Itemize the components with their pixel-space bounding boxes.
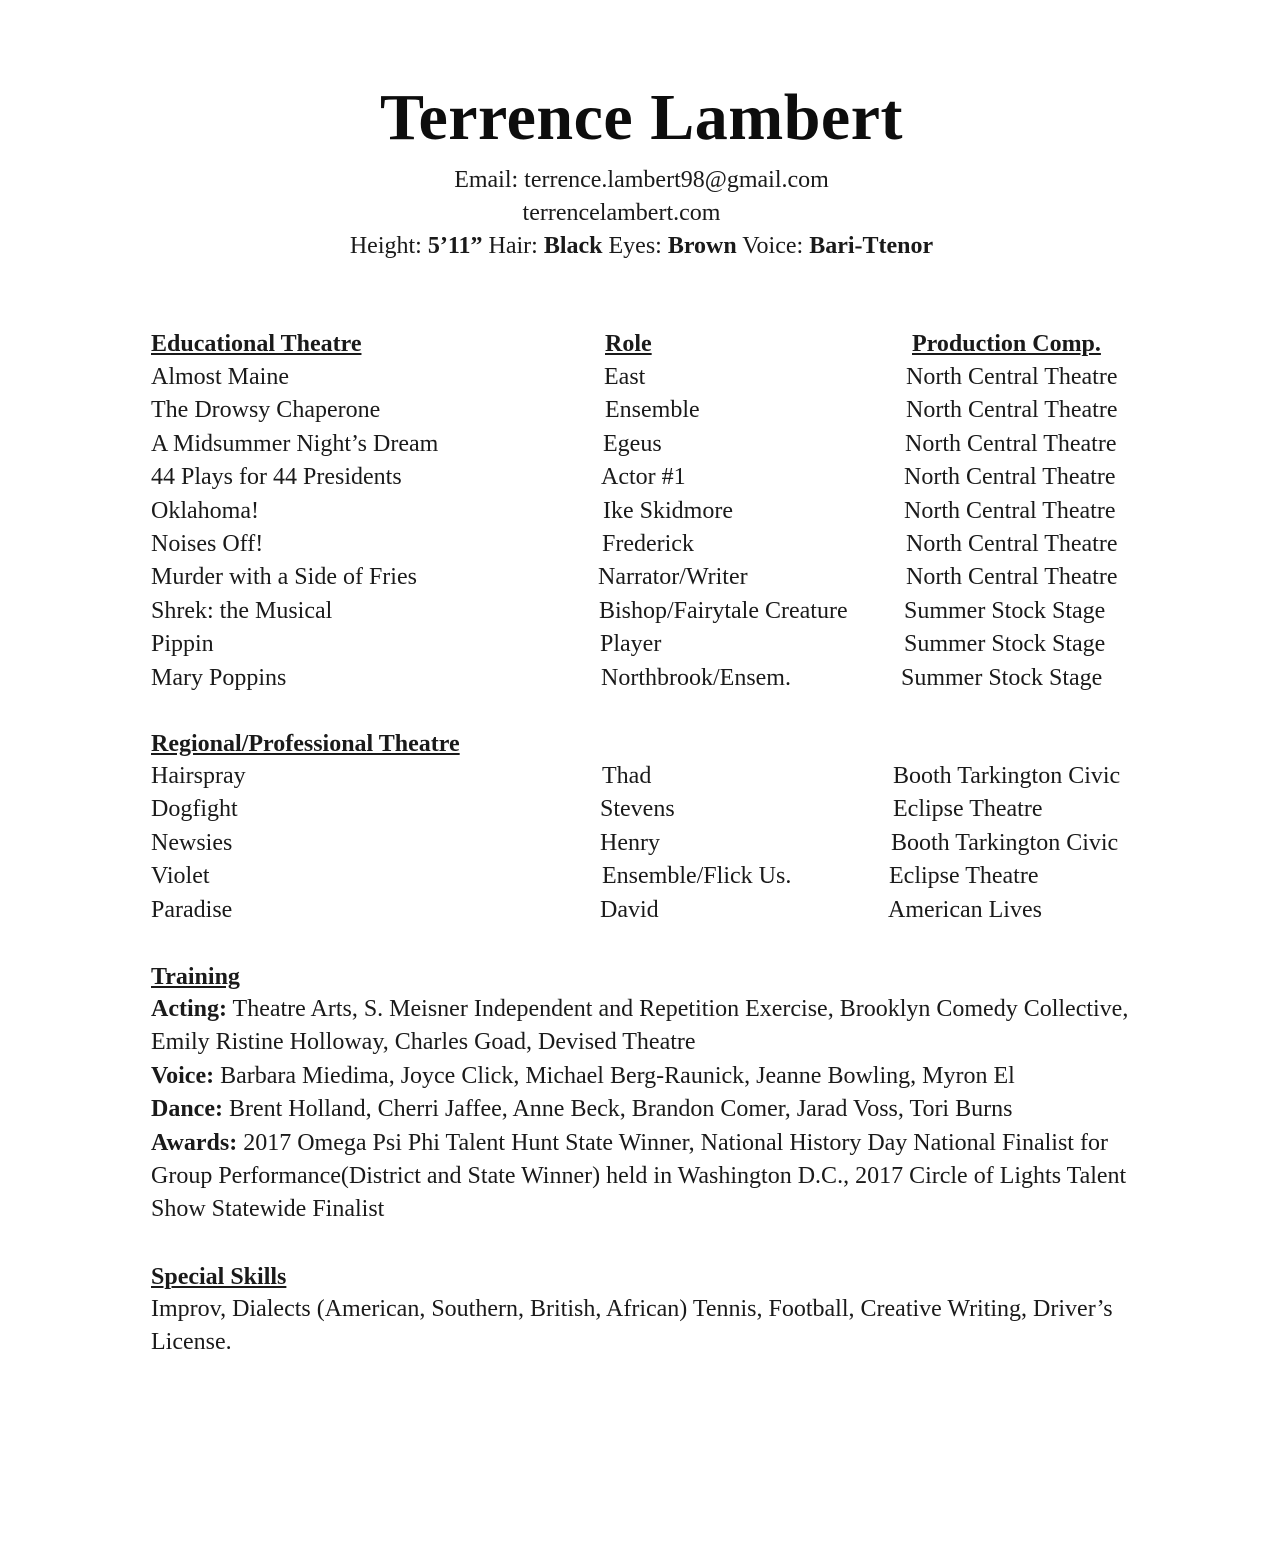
company-name: North Central Theatre (906, 364, 1118, 390)
training-dance (151, 1093, 1136, 1126)
show-title: Noises Off! (151, 530, 264, 557)
role-name: Ensemble (605, 397, 700, 424)
company-name: North Central Theatre (904, 497, 1116, 524)
role-name: Ike Skidmore (603, 497, 733, 524)
dance-label: Dance: (151, 1096, 223, 1123)
table-row (151, 894, 1141, 927)
acting-label: Acting: (151, 996, 227, 1022)
table-row (151, 461, 1141, 494)
professional-theatre-section (151, 728, 1141, 927)
table-row (151, 361, 1141, 394)
website-line (0, 198, 1283, 228)
show-title: Murder with a Side of Fries (151, 564, 417, 591)
company-name: North Central Theatre (906, 530, 1118, 557)
table-row (151, 760, 1141, 793)
special-skills-section (151, 1261, 1141, 1360)
company-name: Booth Tarkington Civic (891, 829, 1119, 856)
role-name: Narrator/Writer (598, 564, 748, 591)
voice-training-label: Voice: (151, 1062, 215, 1089)
table-row (151, 793, 1141, 826)
show-title: Almost Maine (151, 364, 289, 390)
awards-text: 2017 Omega Psi Phi Talent Hunt State Winner, National History Day National Finalist for Group Performance(District and State Winner) held in Washington D.C., 2017 Circle of Lights Talent Show Statewide Finalist (151, 1129, 1127, 1223)
show-title: Oklahoma! (151, 497, 259, 524)
voice-value: Bari-Ttenor (809, 233, 934, 259)
role-name: Frederick (602, 530, 694, 557)
professional-theatre-heading: Regional/Professional Theatre (151, 731, 460, 757)
show-title: Paradise (151, 896, 233, 923)
table-row (151, 428, 1141, 461)
role-name: Player (600, 631, 662, 658)
role-name: David (600, 896, 659, 923)
eyes-label: Eyes: (602, 233, 668, 259)
role-name: Henry (600, 829, 660, 856)
physical-stats-line (0, 231, 1283, 261)
show-title: The Drowsy Chaperone (151, 397, 381, 424)
company-name: North Central Theatre (905, 430, 1117, 457)
company-name: Summer Stock Stage (904, 597, 1106, 624)
table-row (151, 860, 1141, 893)
table-row (151, 528, 1141, 561)
voice-training-text: Barbara Miedima, Joyce Click, Michael Berg-Raunick, Jeanne Bowling, Myron El (214, 1062, 1015, 1089)
table-row (151, 628, 1141, 661)
show-title: A Midsummer Night’s Dream (151, 430, 439, 457)
eyes-value: Brown (667, 233, 737, 259)
company-name: North Central Theatre (904, 464, 1116, 491)
role-name: Ensemble/Flick Us. (602, 863, 792, 890)
role-heading: Role (605, 331, 652, 357)
email-label: Email: (454, 167, 525, 193)
show-title: 44 Plays for 44 Presidents (151, 464, 402, 491)
training-section (151, 961, 1141, 1227)
height-label: Height: (349, 233, 428, 259)
table-row (151, 495, 1141, 528)
role-name: Bishop/Fairytale Creature (599, 597, 848, 624)
show-title: Mary Poppins (151, 664, 287, 691)
training-voice (151, 1060, 1136, 1093)
company-name: Booth Tarkington Civic (893, 763, 1121, 789)
hair-value: Black (543, 233, 603, 259)
special-skills-heading: Special Skills (151, 1264, 287, 1290)
training-heading: Training (151, 964, 240, 990)
role-name: Thad (602, 763, 652, 789)
special-skills-text: Improv, Dialects (American, Southern, British, African) Tennis, Football, Creative Writing, Driver’s License. (151, 1296, 1113, 1356)
dance-text: Brent Holland, Cherri Jaffee, Anne Beck, Brandon Comer, Jarad Voss, Tori Burns (222, 1096, 1013, 1123)
company-name: Summer Stock Stage (904, 631, 1106, 658)
email-address: terrence.lambert98@gmail.com (524, 167, 829, 193)
role-name: Stevens (600, 796, 675, 823)
role-name: Egeus (603, 430, 662, 457)
company-name: Eclipse Theatre (889, 863, 1039, 890)
company-name: North Central Theatre (906, 397, 1118, 424)
hair-label: Hair: (482, 233, 544, 259)
role-name: Northbrook/Ensem. (601, 664, 791, 691)
show-title: Hairspray (151, 763, 246, 789)
show-title: Shrek: the Musical (151, 597, 333, 624)
height-value: 5’11” (427, 233, 483, 259)
table-row (151, 595, 1141, 628)
company-name: Summer Stock Stage (901, 664, 1103, 691)
resume-name: Terrence Lambert (379, 81, 903, 154)
educational-theatre-heading: Educational Theatre (151, 331, 362, 357)
acting-text: Theatre Arts, S. Meisner Independent and Repetition Exercise, Brooklyn Comedy Collective, Emily Ristine Holloway, Charles Goad, Devised Theatre (151, 996, 1129, 1056)
show-title: Newsies (151, 829, 233, 856)
role-name: Actor #1 (601, 464, 686, 491)
company-name: American Lives (888, 896, 1042, 923)
table-row (151, 394, 1141, 427)
show-title: Violet (151, 863, 210, 890)
website-text: terrencelambert.com (522, 200, 721, 226)
table-row (151, 662, 1141, 695)
show-title: Pippin (151, 631, 214, 658)
training-acting (151, 993, 1136, 1060)
educational-theatre-section (151, 328, 1141, 695)
table-row (151, 827, 1141, 860)
educational-table-header (151, 328, 1141, 361)
company-name: Eclipse Theatre (893, 796, 1043, 823)
table-row (151, 561, 1141, 594)
email-line (0, 165, 1283, 195)
awards-label: Awards: (151, 1129, 238, 1156)
company-name: North Central Theatre (906, 564, 1118, 591)
show-title: Dogfight (151, 796, 238, 823)
production-company-heading: Production Comp. (912, 331, 1101, 357)
voice-label: Voice: (736, 233, 810, 259)
role-name: East (604, 364, 646, 390)
training-awards (151, 1127, 1136, 1227)
